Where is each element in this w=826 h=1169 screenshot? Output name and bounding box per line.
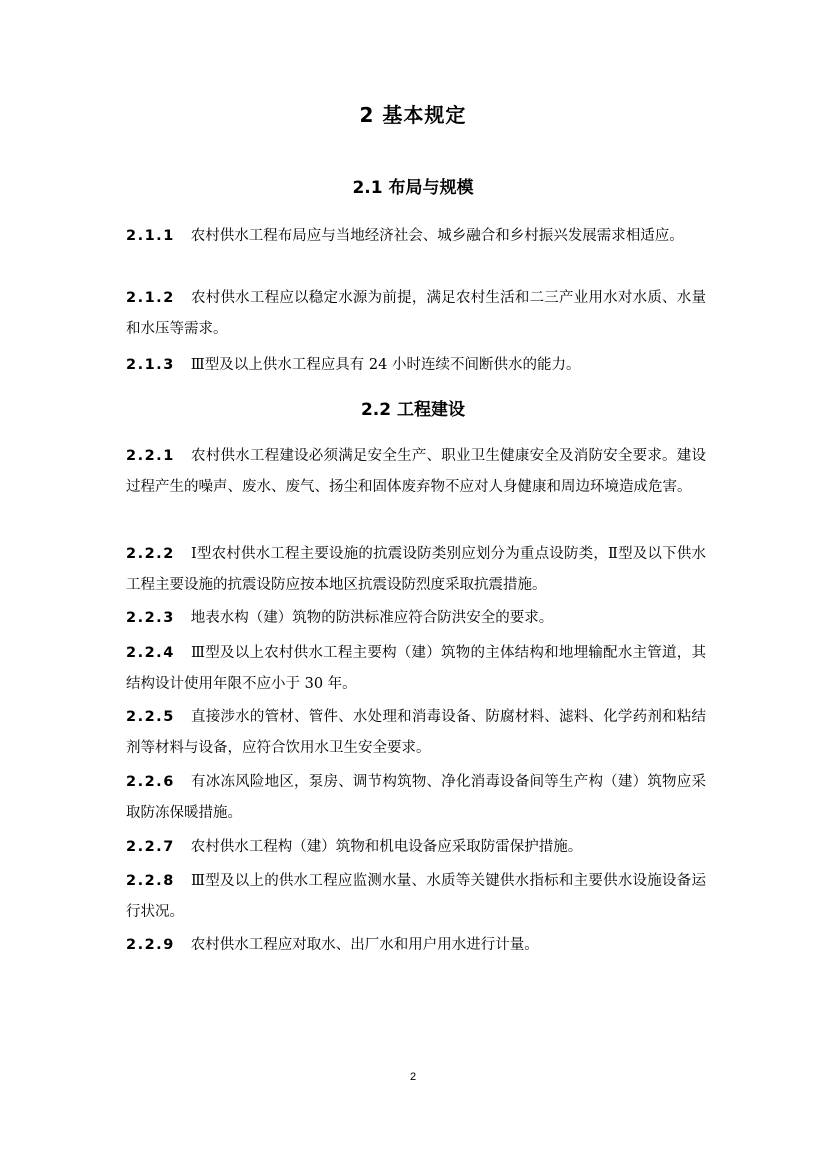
clause-2-1-2 xyxy=(126,283,706,344)
clause-text: 地表水构（建）筑物的防洪标准应符合防洪安全的要求。 xyxy=(190,610,554,626)
clause-text: Ⅲ型及以上的供水工程应监测水量、水质等关键供水指标和主要供水设施设备运行状况。 xyxy=(126,873,706,920)
clause-2-2-9 xyxy=(126,930,706,961)
clause-2-1-1 xyxy=(126,221,706,252)
clause-number: 2.2.9 xyxy=(126,937,175,953)
clause-number: 2.2.2 xyxy=(126,546,175,562)
clause-text: 直接涉水的管材、管件、水处理和消毒设备、防腐材料、滤料、化学药剂和粘结剂等材料与设备，应符合饮用水卫生安全要求。 xyxy=(126,709,706,756)
clause-text: 有冰冻风险地区，泵房、调节构筑物、净化消毒设备间等生产构（建）筑物应采取防冻保暖措施。 xyxy=(126,774,706,821)
clause-number: 2.2.4 xyxy=(126,645,175,661)
clause-2-2-8 xyxy=(126,866,706,927)
clause-number: 2.2.5 xyxy=(126,709,175,725)
clause-2-2-4 xyxy=(126,638,706,699)
clause-text: 农村供水工程应以稳定水源为前提，满足农村生活和二三产业用水对水质、水量和水压等需求。 xyxy=(126,290,706,337)
clause-number: 2.2.7 xyxy=(126,839,175,855)
clause-number: 2.1.3 xyxy=(126,357,175,373)
clause-2-2-7 xyxy=(126,832,706,863)
page-number: 2 xyxy=(409,1071,417,1083)
clause-number: 2.2.1 xyxy=(126,448,175,464)
clause-number: 2.1.2 xyxy=(126,290,175,306)
clause-number: 2.2.8 xyxy=(126,873,175,889)
clause-text: 农村供水工程应对取水、出厂水和用户用水进行计量。 xyxy=(190,937,539,953)
clause-text: 农村供水工程构（建）筑物和机电设备应采取防雷保护措施。 xyxy=(190,839,583,855)
clause-2-2-1 xyxy=(126,441,706,502)
clause-text: Ⅲ型及以上农村供水工程主要构（建）筑物的主体结构和地埋输配水主管道，其结构设计使用年限不应小于 30 年。 xyxy=(126,645,706,692)
section-title-2-2: 2.2 工程建设 xyxy=(360,400,466,420)
section-title-2-1: 2.1 布局与规模 xyxy=(352,178,474,198)
clause-text: Ⅲ型及以上供水工程应具有 24 小时连续不间断供水的能力。 xyxy=(190,357,581,373)
clause-number: 2.1.1 xyxy=(126,228,175,244)
clause-2-2-2 xyxy=(126,539,706,600)
chapter-title: 2 基本规定 xyxy=(359,103,467,127)
clause-2-1-3 xyxy=(126,350,706,381)
clause-2-2-5 xyxy=(126,702,706,763)
clause-text: 农村供水工程建设必须满足安全生产、职业卫生健康安全及消防安全要求。建设过程产生的噪声、废水、废气、扬尘和固体废弃物不应对人身健康和周边环境造成危害。 xyxy=(126,448,706,495)
clause-2-2-3 xyxy=(126,603,706,634)
clause-text: Ⅰ型农村供水工程主要设施的抗震设防类别应划分为重点设防类，Ⅱ型及以下供水工程主要设施的抗震设防应按本地区抗震设防烈度采取抗震措施。 xyxy=(126,546,706,593)
clause-number: 2.2.3 xyxy=(126,610,175,626)
clause-number: 2.2.6 xyxy=(126,774,175,790)
clause-2-2-6 xyxy=(126,767,706,828)
clause-text: 农村供水工程布局应与当地经济社会、城乡融合和乡村振兴发展需求相适应。 xyxy=(190,228,684,244)
